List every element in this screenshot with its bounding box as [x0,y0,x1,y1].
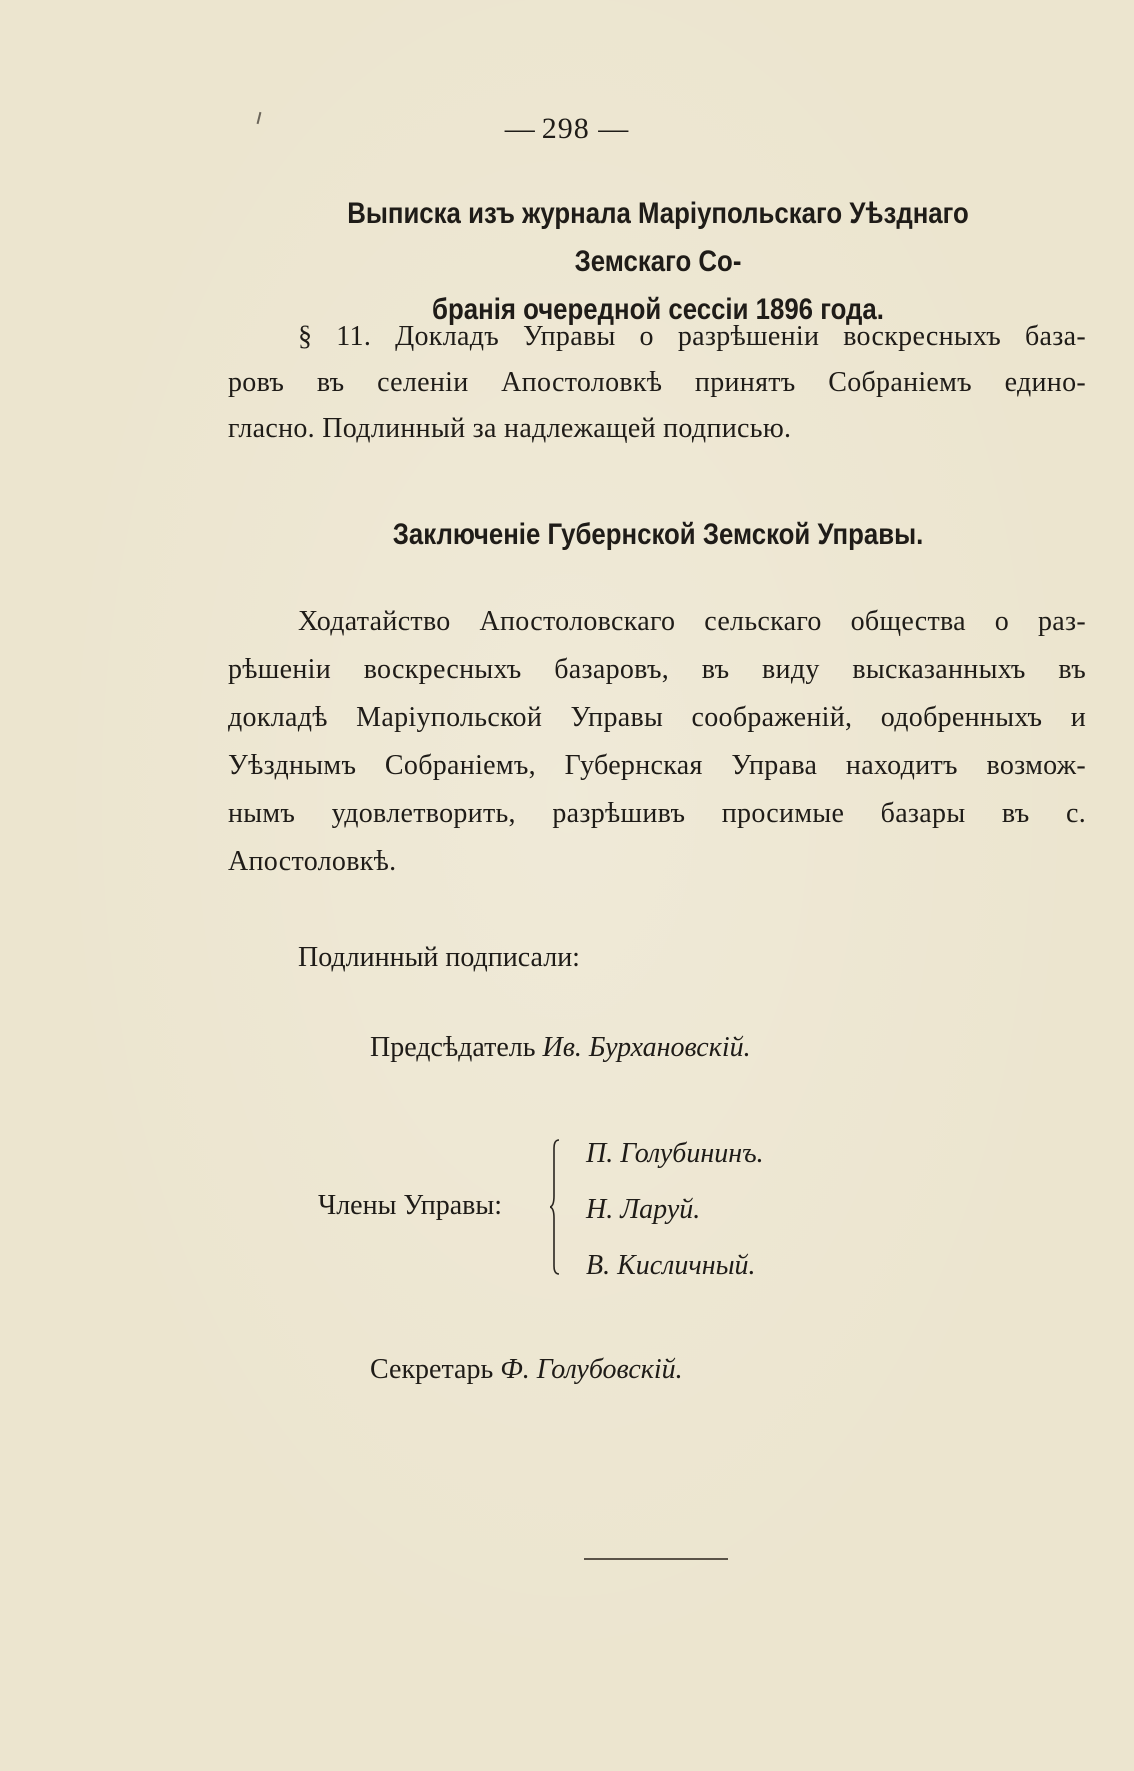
document-heading [288,190,1028,334]
heading-line-1: Выписка изъ журнала Маріупольскаго Уѣзднаго Земскаго Со- [347,197,969,278]
page-number [0,112,1134,146]
paragraph-conclusion-line-1: Ходатайство Апостоловскаго сельскаго общества о раз- [298,606,1086,637]
chairman-name: Ив. Бурхановскій. [542,1032,751,1063]
paragraph-conclusion-line-6: Апостоловкѣ. [228,846,397,877]
paragraph-report-line-1: § 11. Докладъ Управы о разрѣшеніи воскресныхъ база- [298,321,1086,352]
chairman-signature [370,1032,751,1064]
secretary-signature [370,1354,683,1386]
signed-label: Подлинный подписали: [298,942,580,973]
chairman-title: Предсѣдатель [370,1032,536,1063]
paragraph-report-line-2: ровъ въ селеніи Апостоловкѣ принятъ Собраніемъ едино- [228,367,1086,398]
member-name-3: В. Кисличный. [586,1250,756,1281]
heading-line-2: бранія очередной сессіи 1896 года. [432,293,884,326]
member-name-1: П. Голубининъ. [586,1138,764,1169]
secretary-title: Секретарь [370,1354,494,1385]
section-heading: Заключеніе Губернской Земской Управы. [392,518,924,551]
paragraph-conclusion-line-4: Уѣзднымъ Собраніемъ, Губернская Управа находитъ возмож- [228,750,1086,781]
closing-rule [584,1558,728,1560]
dash-right: — [598,112,630,145]
paragraph-conclusion-line-2: рѣшеніи воскресныхъ базаровъ, въ виду высказанныхъ въ [228,654,1086,685]
member-name-2: Н. Ларуй. [586,1194,701,1225]
page-number-value: 298 [541,112,590,145]
secretary-name: Ф. Голубовскій. [500,1354,683,1385]
paragraph-conclusion-line-3: докладѣ Маріупольской Управы соображеній, одобренныхъ и [228,702,1086,733]
members-label: Члены Управы: [318,1190,502,1221]
members-brace [550,1138,560,1276]
paragraph-report-line-3: гласно. Подлинный за надлежащей подписью. [228,413,792,444]
paragraph-report [228,314,1086,452]
paragraph-conclusion [228,598,1086,886]
paragraph-conclusion-line-5: нымъ удовлетворить, разрѣшивъ просимые базары въ с. [228,798,1086,829]
dash-left: — [504,112,536,145]
